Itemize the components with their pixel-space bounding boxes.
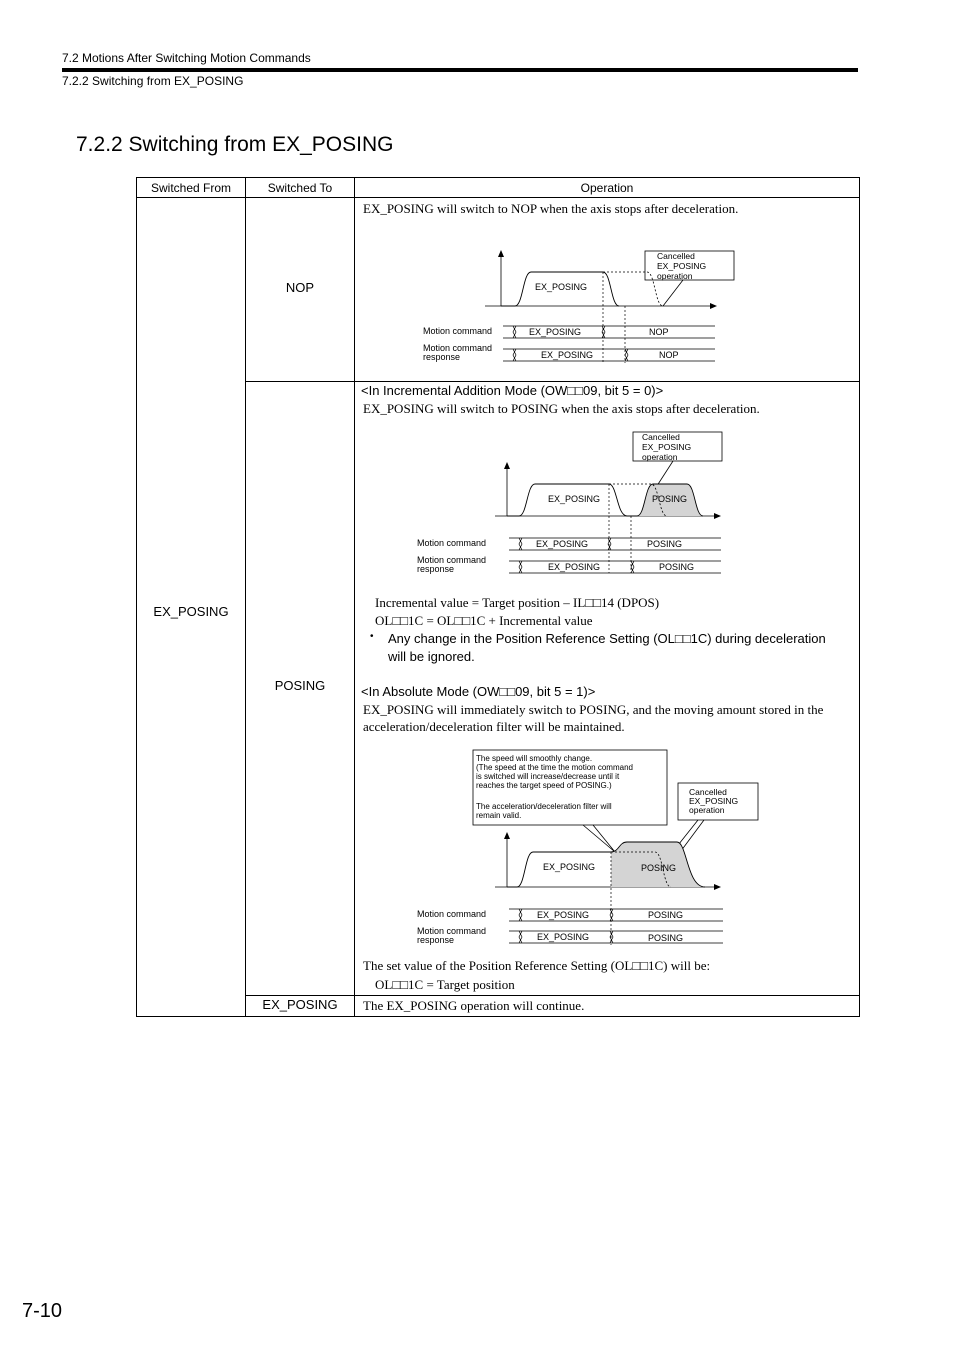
abs-note-7: remain valid. xyxy=(476,811,522,820)
from-label: EX_POSING xyxy=(153,604,229,619)
abs-curve-label-2: POSING xyxy=(641,863,677,873)
inc-callout-3: operation xyxy=(642,452,678,462)
nop-curve-label: EX_POSING xyxy=(535,282,588,292)
abs-callout-2: EX_POSING xyxy=(689,796,739,806)
switching-table xyxy=(136,177,860,1017)
inc-curve-label-1: EX_POSING xyxy=(548,494,601,504)
operation-cell-ex-posing xyxy=(355,996,860,1017)
header-switched-to: Switched To xyxy=(246,178,355,198)
to-cell-nop xyxy=(246,198,355,382)
header-operation: Operation xyxy=(355,178,860,198)
header-switched-from: Switched From xyxy=(137,178,246,198)
absolute-timing-diagram xyxy=(415,745,805,945)
abs-note-2: (The speed at the time the motion command xyxy=(476,763,633,772)
incremental-timing-diagram xyxy=(415,428,795,578)
nop-callout-1: Cancelled xyxy=(657,251,695,261)
abs-row2-value-1: EX_POSING xyxy=(537,932,590,942)
abs-note-1: The speed will smoothly change. xyxy=(476,754,593,763)
inc-callout-2: EX_POSING xyxy=(642,442,692,452)
to-label-nop: NOP xyxy=(285,280,315,295)
nop-description: EX_POSING will switch to NOP when the axis stops after deceleration. xyxy=(363,201,739,216)
running-header-section: 7.2 Motions After Switching Motion Commands xyxy=(62,51,311,65)
abs-row1-value-2: POSING xyxy=(648,910,684,920)
inc-row1-value-2: POSING xyxy=(647,539,683,549)
abs-callout-3: operation xyxy=(689,805,725,815)
abs-row2-label-1: Motion command xyxy=(417,926,487,936)
absolute-mode-description-line2: acceleration/deceleration filter will be maintained. xyxy=(363,719,625,734)
incremental-mode-heading: <In Incremental Addition Mode (OW□□09, bit 5 = 0)> xyxy=(361,383,664,398)
inc-row2-label-2: response xyxy=(417,564,455,574)
nop-row1-value-2: NOP xyxy=(649,327,669,337)
nop-row2-value-1: EX_POSING xyxy=(541,350,594,360)
nop-row2-label-1: Motion command xyxy=(423,343,493,353)
inc-row2-value-2: POSING xyxy=(659,562,695,572)
to-cell-ex-posing xyxy=(246,996,355,1017)
nop-row2-label-2: response xyxy=(423,352,461,362)
nop-callout-3: operation xyxy=(657,271,693,281)
abs-note-6: The acceleration/deceleration filter will xyxy=(476,802,612,811)
abs-curve-label-1: EX_POSING xyxy=(543,862,596,872)
incremental-mode-description: EX_POSING will switch to POSING when the axis stops after deceleration. xyxy=(363,401,760,416)
to-label-posing: POSING xyxy=(274,678,326,693)
abs-note-3: is switched will increase/decrease until it xyxy=(476,772,620,781)
inc-row2-label-1: Motion command xyxy=(417,555,487,565)
final-setting-formula: OL□□1C = Target position xyxy=(375,977,515,992)
from-cell xyxy=(137,198,246,1017)
formula-position-update: OL□□1C = OL□□1C + Incremental value xyxy=(375,613,593,628)
nop-callout-2: EX_POSING xyxy=(657,261,707,271)
absolute-mode-description-line1: EX_POSING will immediately switch to POSING, and the moving amount stored in the xyxy=(363,702,824,717)
nop-row1-value-1: EX_POSING xyxy=(529,327,582,337)
abs-callout-1: Cancelled xyxy=(689,787,727,797)
inc-curve-label-2: POSING xyxy=(652,494,688,504)
operation-cell-posing xyxy=(355,382,860,996)
abs-row1-value-1: EX_POSING xyxy=(537,910,590,920)
bullet-text-line2: will be ignored. xyxy=(388,649,475,664)
running-header-subsection: 7.2.2 Switching from EX_POSING xyxy=(62,74,244,88)
absolute-mode-heading: <In Absolute Mode (OW□□09, bit 5 = 1)> xyxy=(361,684,596,699)
inc-row1-value-1: EX_POSING xyxy=(536,539,589,549)
inc-row1-label: Motion command xyxy=(417,538,487,548)
nop-row2-value-2: NOP xyxy=(659,350,679,360)
abs-row2-label-2: response xyxy=(417,935,455,945)
formula-incremental-value: Incremental value = Target position – IL□□14 (DPOS) xyxy=(375,595,660,610)
abs-note-4: reaches the target speed of POSING.) xyxy=(476,781,612,790)
page-title: 7.2.2 Switching from EX_POSING xyxy=(76,133,394,156)
operation-cell-nop xyxy=(355,198,860,382)
inc-callout-1: Cancelled xyxy=(642,432,680,442)
nop-row1-label: Motion command xyxy=(423,326,493,336)
header-rule xyxy=(62,68,858,72)
to-label-ex-posing: EX_POSING xyxy=(262,997,338,1012)
abs-row2-value-2: POSING xyxy=(648,933,684,943)
nop-timing-diagram xyxy=(415,228,795,378)
inc-row2-value-1: EX_POSING xyxy=(548,562,601,572)
to-cell-posing xyxy=(246,382,355,996)
bullet-marker: • xyxy=(370,631,374,642)
page-number: 7-10 xyxy=(22,1300,63,1322)
abs-row1-label: Motion command xyxy=(417,909,487,919)
bullet-text-line1: Any change in the Position Reference Setting (OL□□1C) during deceleration xyxy=(388,631,826,646)
ex-posing-description: The EX_POSING operation will continue. xyxy=(363,998,585,1013)
final-setting-text: The set value of the Position Reference Setting (OL□□1C) will be: xyxy=(363,958,711,973)
